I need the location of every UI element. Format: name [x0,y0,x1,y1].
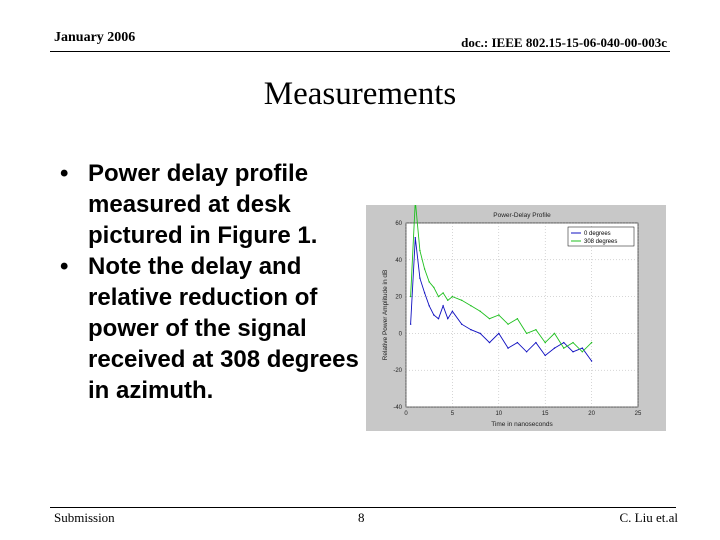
series-2-point [461,300,462,301]
series-2-point [447,300,448,301]
power-delay-figure [366,205,666,431]
series-2-point [554,333,555,334]
series-1-point [517,342,518,343]
series-1-point [535,342,536,343]
series-2-point [433,287,434,288]
series-2-point [419,250,420,251]
series-2-point [470,305,471,306]
plot-area [406,223,638,407]
y-tick-label: 20 [395,294,402,301]
y-tick-label: -40 [393,405,402,411]
series-1-point [498,333,499,334]
x-tick-label: 25 [634,411,642,417]
series-2-point [535,329,536,330]
footer-divider [50,507,676,508]
x-tick-label: 0 [404,411,408,417]
series-2-point [452,296,453,297]
series-1-point [447,318,448,319]
y-tick-label: 60 [395,221,402,227]
series-2-point [480,311,481,312]
x-tick-label: 15 [541,411,549,417]
series-2-point [489,318,490,319]
legend-label-series-1: 0 degrees [584,231,611,237]
series-1-point [582,347,583,348]
power-delay-chart [366,205,666,431]
series-2-point [582,351,583,352]
header-doc-id: doc.: IEEE 802.15-15-06-040-00-003c [461,35,667,50]
series-2-point [507,324,508,325]
series-1-point [591,360,592,361]
series-2-point [545,342,546,343]
x-tick-label: 5 [450,411,455,417]
footer-page-number: 8 [358,510,365,525]
series-1-point [433,314,434,315]
series-1-point [442,305,443,306]
series-2-point [429,281,430,282]
bullet-item [58,158,368,251]
x-axis-label: Time in nanoseconds [491,421,553,428]
header-divider [50,51,670,52]
bullet-text: Power delay profile measured at desk pictured in Figure 1. [88,160,318,249]
slide-title: Measurements [263,76,457,112]
series-1-point [429,305,430,306]
legend-label-series-2: 308 degrees [584,239,618,245]
series-1-point [480,333,481,334]
bullet-text: Note the delay and relative reduction of power of the signal received at 308 degrees in azimuth. [88,253,359,404]
x-tick-label: 10 [495,411,503,417]
bullet-dot-icon: • [60,253,69,280]
series-1-point [424,292,425,293]
series-1-point [438,318,439,319]
series-1-point [489,342,490,343]
legend [568,227,634,246]
series-2-point [563,347,564,348]
series-1-point [507,347,508,348]
bullet-dot-icon: • [60,160,69,187]
series-2-point [526,333,527,334]
y-axis-label: Relative Power Amplitude in dB [382,269,389,361]
series-1-point [545,355,546,356]
series-1-point [563,342,564,343]
series-2-point [517,318,518,319]
series-2-point [410,296,411,297]
series-1-point [470,329,471,330]
series-1-point [554,347,555,348]
footer-author: C. Liu et.al [619,510,678,525]
series-1-point [461,324,462,325]
bullet-item [58,251,368,406]
series-1-point [572,351,573,352]
series-2-point [572,342,573,343]
series-2-point [442,292,443,293]
series-1-point [526,351,527,352]
series-1-point [410,324,411,325]
chart-title: Power-Delay Profile [493,212,551,219]
y-tick-label: 40 [395,257,402,264]
series-2-point [438,296,439,297]
series-2-point [591,342,592,343]
bullet-list [58,158,368,406]
series-1-point [452,311,453,312]
y-tick-label: 0 [398,331,402,338]
y-tick-label: -20 [393,368,402,375]
series-1-point [415,237,416,238]
series-2-point [498,314,499,315]
x-tick-label: 20 [588,411,595,417]
series-1-point [419,278,420,279]
footer-submission: Submission [54,510,115,525]
header-date: January 2006 [54,30,136,45]
series-2-point [424,268,425,269]
